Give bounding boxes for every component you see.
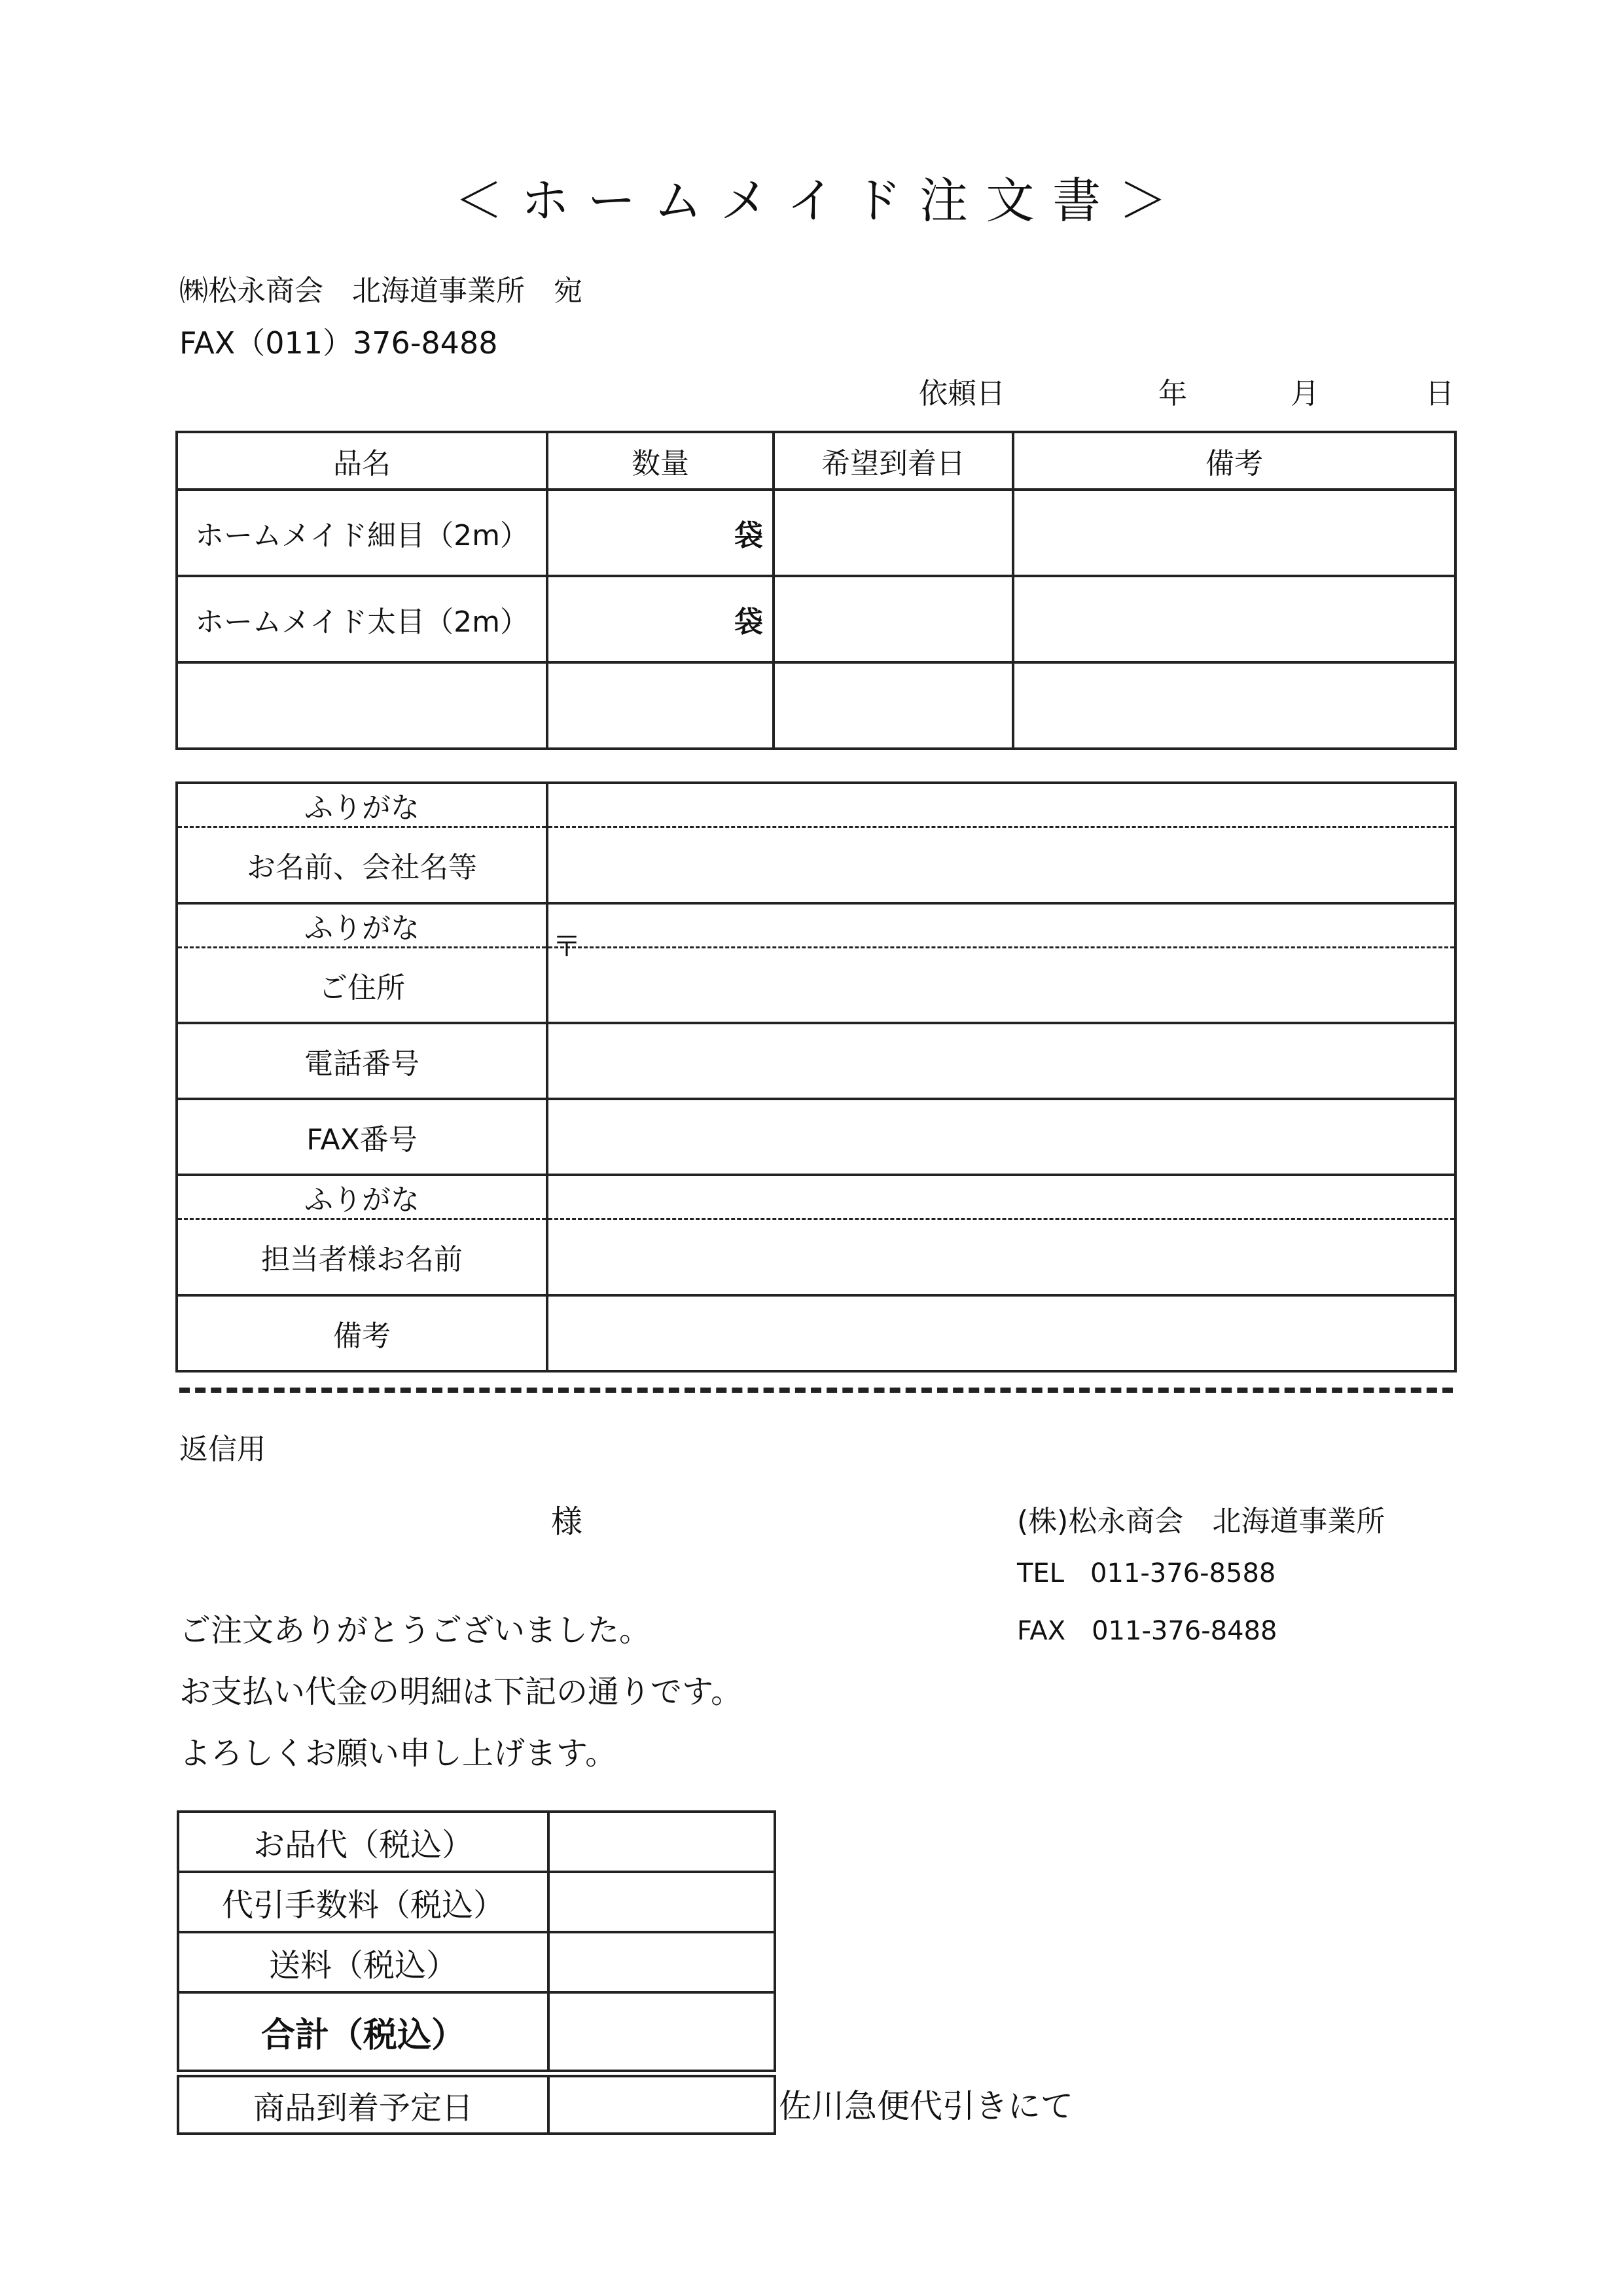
reply-message-line: お支払い代金の明細は下記の通りです。 [179,1674,743,1710]
request-date-year: 年 [1158,377,1187,410]
payment-label: 送料（税込） [178,1932,548,1992]
unit-label: 袋 [734,605,763,639]
unit-label: 袋 [734,519,763,552]
header-notes: 備考 [1013,432,1455,490]
header-desired-date: 希望到着日 [774,432,1013,490]
delivery-note: 佐川急便代引きにて [779,2087,1073,2125]
reply-company: (株)松永商会 北海道事業所 [1017,1505,1385,1538]
furigana-label: ふりがな [177,783,547,827]
contact-label: 担当者様お名前 [177,1219,547,1295]
fax-field[interactable] [547,1099,1455,1175]
customer-table [175,781,1457,1372]
order-date-field[interactable] [774,490,1013,576]
request-date-label: 依頼日 [919,377,1005,410]
eta-field[interactable] [548,2073,775,2134]
name-label: お名前、会社名等 [177,827,547,903]
order-quantity-field[interactable] [547,576,774,662]
furigana-label: ふりがな [177,1175,547,1219]
payment-row [178,1872,775,1932]
page-title: ＜ ホ ー ム メ イ ド 注 文 書 ＞ [454,173,1169,229]
header-quantity: 数量 [547,432,774,490]
postal-mark: 〒 [552,930,581,963]
order-quantity-field[interactable] [547,662,774,749]
phone-label: 電話番号 [177,1023,547,1099]
furigana-label: ふりがな [177,903,547,948]
reply-sama: 様 [551,1503,583,1540]
order-quantity-field[interactable] [547,490,774,576]
address-row [177,947,1455,1023]
contact-furigana-field[interactable] [547,1175,1455,1219]
order-notes-field[interactable] [1013,490,1455,576]
payment-label: 代引手数料（税込） [178,1872,548,1932]
name-furigana-field[interactable] [547,783,1455,827]
name-row [177,827,1455,903]
payment-row [178,1812,775,1872]
address-furigana-field[interactable] [547,903,1455,948]
furigana-row [177,783,1455,827]
order-item-field[interactable] [177,662,547,749]
phone-field[interactable] [547,1023,1455,1099]
notes-label: 備考 [177,1295,547,1371]
payment-total-field[interactable] [548,1992,775,2073]
reply-message-line: よろしくお願い申し上げます。 [179,1735,617,1772]
payment-amount-field[interactable] [548,1932,775,1992]
order-notes-field[interactable] [1013,662,1455,749]
payment-total-label: 合計（税込） [178,1992,548,2073]
payment-label: お品代（税込） [178,1812,548,1872]
payment-total-row [178,1992,775,2073]
reply-label: 返信用 [179,1433,266,1466]
notes-row [177,1295,1455,1371]
order-item-name: ホームメイド細目（2m） [177,490,547,576]
fax-label: FAX番号 [177,1099,547,1175]
reply-tel: TEL 011-376-8588 [1017,1558,1276,1588]
recipient-company: ㈱松永商会 北海道事業所 宛 [179,274,582,308]
eta-label: 商品到着予定日 [178,2073,548,2134]
request-date-day: 日 [1425,377,1454,410]
order-date-field[interactable] [774,662,1013,749]
eta-row [178,2073,775,2134]
fax-row [177,1099,1455,1175]
contact-field[interactable] [547,1219,1455,1295]
order-item-name: ホームメイド太目（2m） [177,576,547,662]
payment-table [177,1810,776,2135]
payment-row [178,1932,775,1992]
notes-field[interactable] [547,1295,1455,1371]
recipient-fax: FAX（011）376-8488 [179,325,498,361]
header-item: 品名 [177,432,547,490]
order-notes-field[interactable] [1013,576,1455,662]
cut-line [179,1388,1453,1393]
phone-row [177,1023,1455,1099]
address-field[interactable] [547,947,1455,1023]
payment-amount-field[interactable] [548,1872,775,1932]
name-field[interactable] [547,827,1455,903]
order-header-row [177,432,1455,490]
furigana-row [177,903,1455,948]
address-label: ご住所 [177,947,547,1023]
order-table [175,431,1457,750]
reply-fax: FAX 011-376-8488 [1017,1616,1277,1646]
furigana-row [177,1175,1455,1219]
order-row [177,576,1455,662]
reply-message-line: ご注文ありがとうございました。 [179,1612,651,1649]
contact-row [177,1219,1455,1295]
payment-amount-field[interactable] [548,1812,775,1872]
order-row [177,490,1455,576]
order-row-blank [177,662,1455,749]
order-date-field[interactable] [774,576,1013,662]
request-date-month: 月 [1291,377,1319,410]
